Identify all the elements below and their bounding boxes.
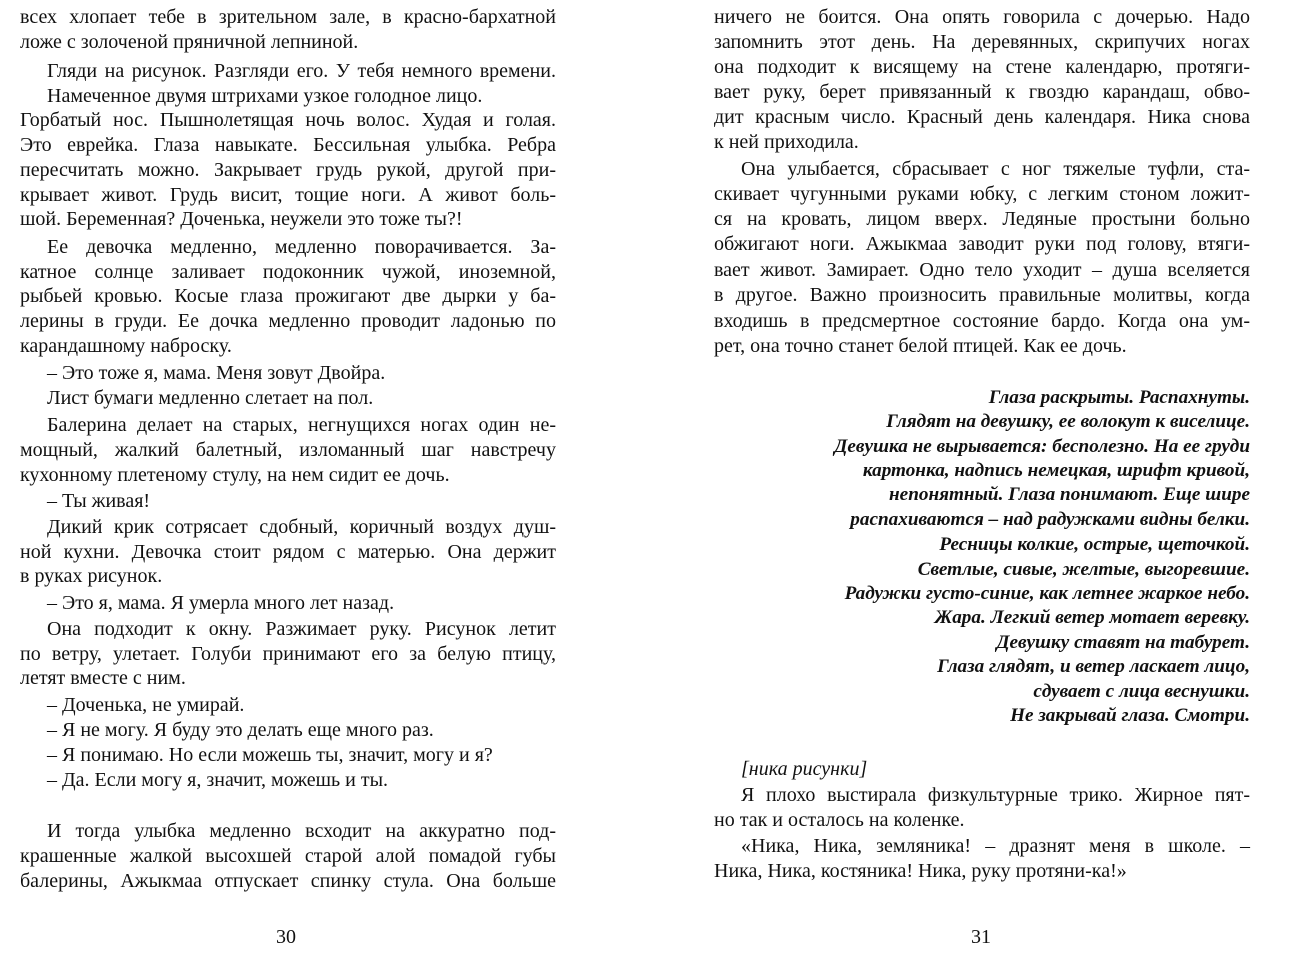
poem-line: Глаза раскрыты. Распахнуты. (988, 387, 1250, 408)
text-line: Я плохо выстирала физкультурные трико. Жирное пят- (741, 784, 1250, 806)
text-line: мощный, жалкий балетный, изломанный шаг навстречу (20, 439, 556, 461)
poem-line: Не закрывай глаза. Смотри. (1010, 705, 1250, 726)
text-line: кухонному плетеному стулу, на нем сидит ее дочь. (20, 464, 450, 486)
left-page (20, 0, 556, 955)
text-line: Это еврейка. Глаза навыкате. Бессильная улыбка. Ребра (20, 134, 556, 156)
text-line: – Да. Если могу я, значит, можешь и ты. (47, 769, 389, 791)
poem-line: Радужки густо-синие, как летнее жаркое небо. (844, 583, 1250, 604)
text-line: – Я понимаю. Но если можешь ты, значит, могу и я? (47, 744, 493, 766)
text-line: Лист бумаги медленно слетает на пол. (47, 387, 374, 409)
text-line: Гляди на рисунок. Разгляди его. У тебя немного времени. (47, 60, 556, 82)
poem-line: Жара. Легкий ветер мотает веревку. (934, 607, 1250, 628)
text-line: в другое. Важно произносить правильные молитвы, когда (714, 284, 1250, 306)
text-line: лерины в груди. Ее дочка медленно проводит ладонью по (20, 310, 556, 332)
text-line: крывает живот. Грудь висит, тощие ноги. А живот боль- (20, 184, 556, 206)
text-line: Дикий крик сотрясает сдобный, коричный воздух душ- (47, 516, 556, 538)
text-line: запомнить этот день. На деревянных, скрипучих ногах (714, 31, 1250, 53)
text-line: ся на кровать, лицом вверх. Ледяные простыни больно (714, 208, 1250, 230)
section-heading: [ника рисунки] (741, 758, 868, 780)
text-line: ничего не боится. Она опять говорила с дочерью. Надо (714, 6, 1250, 28)
text-line: – Это я, мама. Я умерла много лет назад. (47, 592, 395, 614)
poem-line: Светлые, сивые, желтые, выгоревшие. (917, 559, 1250, 580)
text-line: но так и осталось на коленке. (714, 809, 965, 831)
text-line: Ника, Ника, костяника! Ника, руку протяни-ка!» (714, 860, 1127, 882)
text-line: в руках рисунок. (20, 565, 163, 587)
text-line: ной кухни. Девочка стоит рядом с матерью. Она держит (20, 541, 556, 563)
text-line: Ее девочка медленно, медленно поворачивается. За- (47, 236, 556, 258)
text-line: Балерина делает на старых, негнущихся ногах один не- (47, 414, 556, 436)
text-line: ложе с золоченой пряничной лепниной. (20, 31, 359, 53)
text-line: «Ника, Ника, земляника! – дразнят меня в школе. – (741, 835, 1250, 857)
text-line: – Ты живая! (47, 490, 151, 512)
text-line: скивает чугунными руками юбку, с легким стоном ложит- (714, 183, 1250, 205)
text-line: дит красным число. Красный день календаря. Ника снова (714, 106, 1250, 128)
poem-line: Девушка не вырывается: бесполезно. На ее груди (834, 436, 1250, 457)
poem-line: Глаза глядят, и ветер ласкает лицо, (937, 656, 1250, 677)
text-line: вает живот. Замирает. Одно тело уходит – душа вселяется (714, 259, 1250, 281)
text-line: Она подходит к окну. Разжимает руку. Рисунок летит (47, 618, 556, 640)
page-number-left: 30 (276, 926, 296, 948)
text-line: рыбьей кровью. Косые глаза прожигают две дырки у ба- (20, 285, 556, 307)
text-line: пересчитать можно. Закрывает грудь рукой, другой при- (20, 159, 556, 181)
text-line: Намеченное двумя штрихами узкое голодное лицо. (47, 85, 483, 107)
right-page (714, 0, 1250, 955)
text-line: вает руку, берет привязанный к гвоздю карандаш, обво- (714, 81, 1250, 103)
text-line: по ветру, улетает. Голуби принимают его за белую птицу, (20, 643, 556, 665)
text-line: – Это тоже я, мама. Меня зовут Двойра. (47, 362, 386, 384)
poem-line: Ресницы колкие, острые, щеточкой. (939, 534, 1250, 555)
text-line: летят вместе с ним. (20, 667, 186, 689)
text-line: Горбатый нос. Пышнолетящая ночь волос. Худая и голая. (20, 109, 556, 131)
text-line: всех хлопает тебе в зрительном зале, в красно-бархатной (20, 6, 556, 28)
text-line: балерины, Ажыкмаа отпускает спинку стула. Она больше (20, 870, 556, 892)
poem-line: непонятный. Глаза понимают. Еще шире (889, 484, 1250, 505)
poem-line: сдувает с лица веснушки. (1033, 681, 1250, 702)
poem-line: Девушку ставят на табурет. (996, 632, 1250, 653)
text-line: катное солнце заливает подоконник чужой, иноземной, (20, 261, 556, 283)
text-line: обжигают ноги. Ажыкмаа заводит руки под голову, втяги- (714, 233, 1250, 255)
text-line: входишь в предсмертное состояние бардо. Когда она ум- (714, 310, 1250, 332)
text-line: – Доченька, не умирай. (47, 694, 245, 716)
text-line: Она улыбается, сбрасывает с ног тяжелые туфли, ста- (741, 158, 1250, 180)
text-line: – Я не могу. Я буду это делать еще много раз. (47, 719, 434, 741)
poem-line: Глядят на девушку, ее волокут к виселице. (886, 411, 1250, 432)
poem-line: распахиваются – над радужками видны белки. (850, 509, 1250, 530)
page-number-right: 31 (971, 926, 991, 948)
text-line: шой. Беременная? Доченька, неужели это тоже ты?! (20, 208, 463, 230)
poem-line: картонка, надпись немецкая, шрифт кривой, (862, 460, 1250, 481)
text-line: И тогда улыбка медленно всходит на аккуратно под- (47, 820, 556, 842)
text-line: карандашному наброску. (20, 335, 232, 357)
text-line: рет, она точно станет белой птицей. Как ее дочь. (714, 335, 1127, 357)
text-line: к ней приходила. (714, 131, 859, 153)
text-line: крашенные жалкой высохшей старой алой помадой губы (20, 845, 556, 867)
text-line: она подходит к висящему на стене календарю, протяги- (714, 56, 1250, 78)
